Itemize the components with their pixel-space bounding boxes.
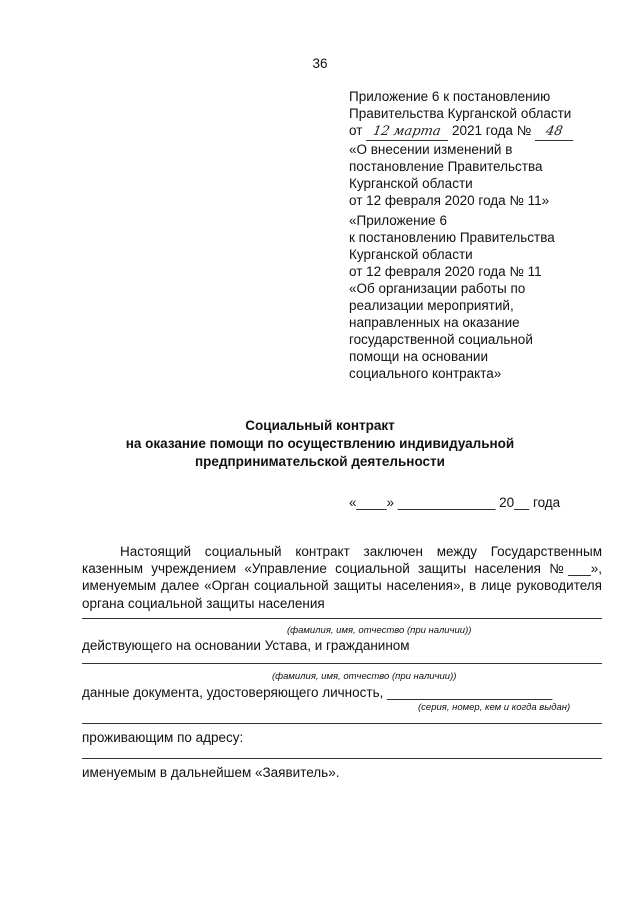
appendix-quote-line: помощи на основании [349, 349, 489, 364]
paragraph-line: именуемым далее «Орган социальной защиты населения», в лице руководителя [82, 578, 602, 594]
blank-line-id-document [82, 723, 597, 724]
address-line: проживающим по адресу: [82, 730, 244, 745]
appendix-header-line: от 12 февраля 2020 года № 11» [349, 193, 550, 208]
contract-date-line: «____» _____________ 20__ года [349, 495, 561, 510]
paragraph-line: Настоящий социальный контракт заключен между Государственным [120, 544, 602, 559]
appendix-quote-line: от 12 февраля 2020 года № 11 [349, 264, 542, 279]
appendix-header-line: постановление Правительства [349, 159, 543, 174]
page-number: 36 [312, 56, 328, 71]
document-title-line: предпринимательской деятельности [195, 454, 445, 469]
document-title [0, 417, 640, 471]
blank-line-tick [597, 758, 602, 759]
applicant-named-line: именуемым в дальнейшем «Заявитель». [82, 765, 340, 780]
handwritten-date-text: 12 марта [372, 124, 443, 139]
handwritten-number-text: 48 [544, 124, 564, 139]
paragraph-line: казенным учреждением «Управление социальной защиты населения №___», [82, 561, 602, 577]
document-title-line: Социальный контракт [245, 418, 395, 433]
handwritten-date [366, 122, 448, 141]
hint-full-name: (фамилия, имя, отчество (при наличии)) [287, 625, 472, 636]
appendix-quote-line: реализации мероприятий, [349, 298, 514, 313]
hint-id-document: (серия, номер, кем и когда выдан) [418, 702, 571, 713]
contract-intro-paragraph [82, 543, 602, 612]
appendix-header [349, 88, 573, 209]
document-title-line: на оказание помощи по осуществлению индивидуальной [125, 436, 515, 451]
appendix-quote-line: государственной социальной [349, 332, 533, 347]
blank-line-tick [597, 723, 602, 724]
appendix-quote-line: к постановлению Правительства [349, 230, 555, 245]
appendix-date-prefix: от [349, 123, 363, 138]
paragraph-line: органа социальной защиты населения [82, 595, 325, 611]
appendix-quote [349, 212, 555, 382]
blank-line-head-name [82, 618, 597, 619]
hint-full-name: (фамилия, имя, отчество (при наличии)) [272, 671, 457, 682]
appendix-header-line: Правительства Курганской области [349, 106, 572, 121]
appendix-header-line: «О внесении изменений в [349, 142, 513, 157]
appendix-header-line: Курганской области [349, 176, 473, 191]
appendix-quote-line: Курганской области [349, 247, 473, 262]
appendix-quote-line: «Об организации работы по [349, 281, 526, 296]
acting-basis-line: действующего на основании Устава, и гражданином [82, 638, 410, 653]
blank-line-tick [597, 618, 602, 619]
blank-line-tick [597, 663, 602, 664]
blank-line-citizen-name [82, 663, 597, 664]
appendix-date-middle: 2021 года № [451, 123, 532, 138]
appendix-quote-line: социального контракта» [349, 366, 502, 381]
handwritten-number [535, 122, 573, 141]
appendix-quote-line: направленных на оказание [349, 315, 520, 330]
appendix-quote-line: «Приложение 6 [349, 213, 447, 228]
blank-line-address [82, 758, 597, 759]
appendix-header-line: Приложение 6 к постановлению [349, 89, 551, 104]
appendix-header-date-line [349, 122, 573, 141]
id-document-line: данные документа, удостоверяющего личность, ______________________ [82, 685, 553, 700]
